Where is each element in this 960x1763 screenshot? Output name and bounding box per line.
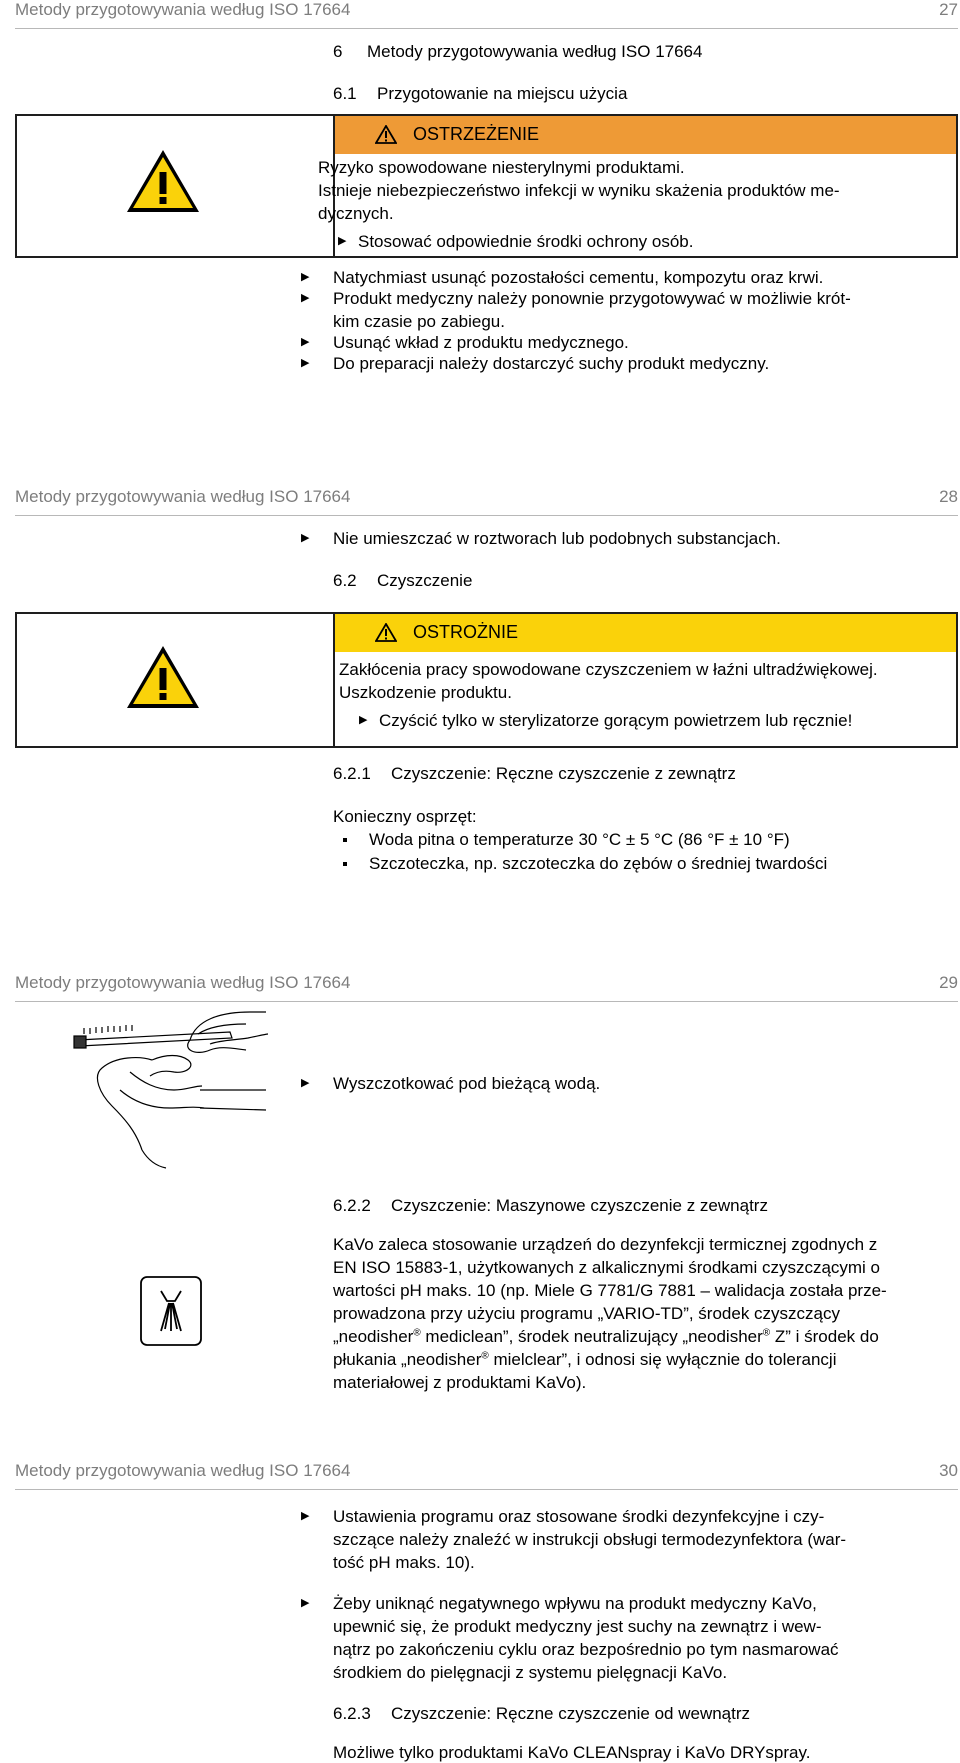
page-number: 27 [939, 0, 958, 19]
warning-triangle-icon [125, 148, 201, 214]
list-item: ▶ Do preparacji należy dostarczyć suchy produkt medyczny. [301, 354, 770, 373]
caution-icon-cell [17, 614, 335, 746]
bullet-arrow-icon: ▶ [301, 357, 310, 369]
subsubsection-title: Czyszczenie: Ręczne czyszczenie z zewnątrz [391, 764, 736, 783]
thermodisinfector-icon [139, 1275, 203, 1347]
subsubsection-title: Czyszczenie: Maszynowe czyszczenie z zewnątrz [391, 1196, 768, 1215]
caution-body: Uszkodzenie produktu. [339, 683, 512, 702]
subsubsection-number: 6.2.1 [333, 764, 371, 783]
subsection-number: 6.2 [333, 571, 357, 590]
steps-list [301, 266, 953, 375]
list-item: Woda pitna o temperaturze 30 °C ± 5 °C (86 °F ± 10 °F) [333, 828, 943, 852]
subsubsection-number: 6.2.2 [333, 1196, 371, 1215]
bullet-arrow-icon: ▶ [359, 714, 368, 726]
equipment-label: Konieczny osprzęt: [333, 807, 477, 826]
paragraph-line: wartości pH maks. 10 (np. Miele G 7781/G 7881 – walidacja została prze- [333, 1281, 887, 1300]
paragraph-line: KaVo zaleca stosowanie urządzeń do dezynfekcji termicznej zgodnych z [333, 1235, 878, 1254]
warning-small-icon [375, 623, 397, 642]
caution-signal-bar [335, 614, 956, 652]
warning-heading: Ryzyko spowodowane niesterylnymi produktami. [318, 158, 685, 177]
list-item: ▶ Natychmiast usunąć pozostałości cementu, kompozytu oraz krwi. [301, 268, 824, 287]
list-item: ▶ Ustawienia programu oraz stosowane środki dezynfekcyjne i czy- szczące należy znaleźć w instrukcji obsługi termodezynfektora (war- tość pH maks. 10). [301, 1507, 847, 1572]
warning-body-line: Istnieje niebezpieczeństwo infekcji w wyniku skażenia produktów me- [318, 181, 840, 200]
running-title: Metody przygotowywania według ISO 17664 [15, 1461, 351, 1480]
list-item: ▶ Żeby uniknąć negatywnego wpływu na produkt medyczny KaVo, upewnić się, że produkt medyczny jest suchy na zewnątrz i wew- nątrz po zakończeniu cyklu oraz bezpośrednio po tym nasmarować środkiem do pielęgnacji z systemu pielęgnacji KaVo. [301, 1594, 839, 1682]
bullet-arrow-icon: ▶ [301, 532, 310, 544]
warning-text [318, 156, 948, 253]
running-header [15, 973, 958, 1002]
machine-cleaning-paragraph [333, 1233, 943, 1394]
section-heading [333, 42, 702, 62]
registered-mark: ® [762, 1327, 771, 1339]
bullet-square-icon [343, 838, 347, 842]
warning-triangle-icon [125, 644, 201, 710]
warning-icon-cell [17, 116, 335, 256]
bullet-arrow-icon: ▶ [301, 292, 310, 304]
subsubsection-number: 6.2.3 [333, 1704, 371, 1723]
bullet-square-icon [343, 862, 347, 866]
paragraph-line: EN ISO 15883-1, użytkowanych z alkalicznymi środkami czyszczącymi o [333, 1258, 881, 1277]
list-item: Szczoteczka, np. szczoteczka do zębów o średniej twardości [333, 852, 943, 876]
paragraph-line: materiałowej z produktami KaVo). [333, 1373, 587, 1392]
page-number: 28 [939, 487, 958, 506]
bullet-arrow-icon: ▶ [301, 336, 310, 348]
warning-small-icon [375, 125, 397, 144]
running-header [15, 0, 958, 29]
list-item: ▶ Usunąć wkład z produktu medycznego. [301, 333, 629, 352]
list-item: ▶ Wyszczotkować pod bieżącą wodą. [301, 1074, 601, 1093]
warning-signal-word: OSTRZEŻENIE [413, 124, 540, 144]
warning-action-text: Stosować odpowiednie środki ochrony osób. [358, 232, 694, 251]
subsection-number: 6.1 [333, 84, 357, 103]
subsection-heading [333, 571, 472, 591]
bullet-arrow-icon: ▶ [301, 1510, 310, 1522]
paragraph-line: prowadzona przy użyciu programu „VARIO-TD”, środek czyszczący [333, 1304, 841, 1323]
list-item: ▶ Produkt medyczny należy ponownie przygotowywać w możliwie krót- kim czasie po zabiegu. [301, 289, 851, 331]
bullet-arrow-icon: ▶ [301, 271, 310, 283]
section-number: 6 [333, 42, 343, 61]
registered-mark: ® [413, 1327, 421, 1339]
caution-heading: Zakłócenia pracy spowodowane czyszczeniem w łaźni ultradźwiękowej. [339, 660, 878, 679]
warning-body-line: dycznych. [318, 204, 394, 223]
page-number: 29 [939, 973, 958, 992]
steps-list [301, 527, 943, 550]
caution-signal-word: OSTROŻNIE [413, 622, 519, 642]
internal-cleaning-text: Możliwe tylko produktami KaVo CLEANspray i KaVo DRYspray. [333, 1743, 811, 1762]
section-title: Metody przygotowywania według ISO 17664 [367, 42, 703, 61]
paragraph-line: płukania „neodisher® mielclear”, i odnosi się wyłącznie do tolerancji [333, 1350, 837, 1369]
bullet-arrow-icon: ▶ [338, 235, 347, 247]
bullet-arrow-icon: ▶ [301, 1077, 310, 1089]
running-title: Metody przygotowywania według ISO 17664 [15, 0, 351, 19]
warning-box [15, 114, 958, 258]
caution-action-text: Czyścić tylko w sterylizatorze gorącym powietrzem lub ręcznie! [379, 711, 853, 730]
warning-signal-bar [335, 116, 956, 154]
running-title: Metody przygotowywania według ISO 17664 [15, 973, 351, 992]
registered-mark: ® [481, 1350, 489, 1362]
running-header [15, 487, 958, 516]
warning-action [318, 230, 948, 253]
subsection-heading [333, 84, 627, 104]
bullet-arrow-icon: ▶ [301, 1597, 310, 1609]
running-header [15, 1461, 958, 1490]
caution-box [15, 612, 958, 748]
equipment-block [333, 805, 943, 876]
subsubsection-heading [333, 1704, 750, 1724]
list-item: ▶ Nie umieszczać w roztworach lub podobnych substancjach. [301, 529, 781, 548]
subsubsection-heading [333, 764, 736, 784]
subsection-title: Czyszczenie [377, 571, 473, 590]
caution-text [339, 658, 948, 732]
page-number: 30 [939, 1461, 958, 1480]
caution-action [339, 709, 948, 732]
running-title: Metody przygotowywania według ISO 17664 [15, 487, 351, 506]
subsection-title: Przygotowanie na miejscu użycia [377, 84, 628, 103]
paragraph-line: „neodisher® mediclean”, środek neutralizujący „neodisher® Z” i środek do [333, 1327, 879, 1346]
brushing-hands-illustration [70, 1010, 270, 1170]
subsubsection-title: Czyszczenie: Ręczne czyszczenie od wewnątrz [391, 1704, 751, 1723]
steps-list [301, 1072, 943, 1095]
steps-list [301, 1505, 943, 1684]
subsubsection-heading [333, 1196, 768, 1216]
